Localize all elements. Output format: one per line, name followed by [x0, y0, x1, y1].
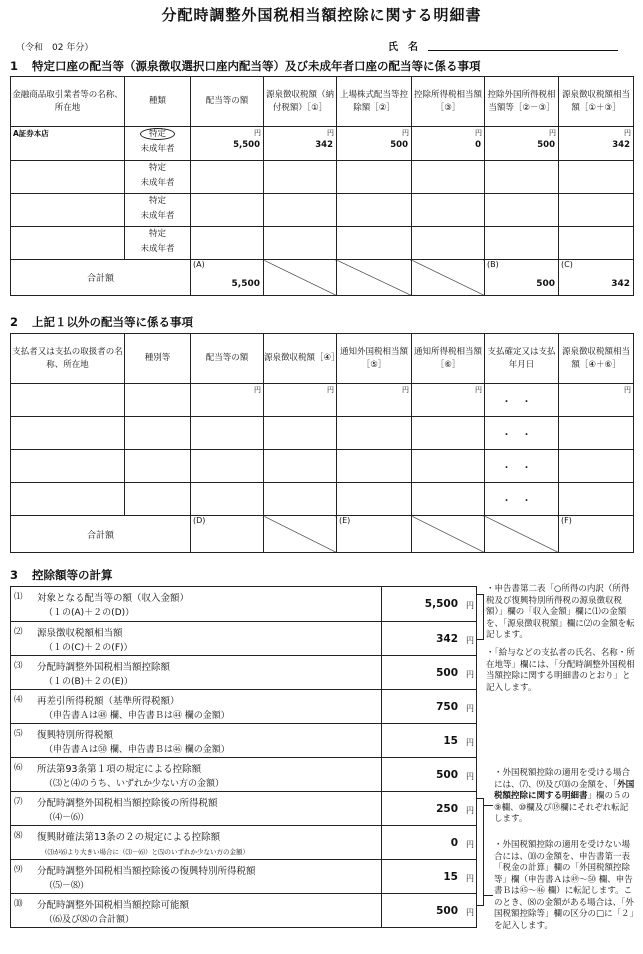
deduct-income-tax-cell[interactable]: [412, 161, 485, 194]
withholding-equiv-cell[interactable]: [559, 161, 634, 194]
deduct-income-tax-cell[interactable]: 円 0: [412, 127, 485, 161]
header-cell: 通知外国税相当額［⑤］: [337, 334, 412, 384]
header-cell: 配当等の額: [191, 334, 264, 384]
amount-field[interactable]: 5,500 円: [381, 587, 478, 621]
foreign-tax-cell[interactable]: [485, 194, 559, 227]
calc-row: ⑼ 分配時調整外国税相当額控除後の復興特別所得税額 （⑸－⑻） 15 円: [11, 859, 476, 893]
total-c[interactable]: (C) 342: [559, 260, 634, 296]
foreign-tax-cell[interactable]: [485, 161, 559, 194]
section2-heading: 2 上記１以外の配当等に係る事項: [10, 315, 193, 329]
firm-name[interactable]: [11, 161, 125, 194]
amount-field[interactable]: 0 円: [381, 826, 478, 859]
table-row: [11, 483, 634, 516]
name-label: 氏名: [388, 42, 428, 53]
dividend-cell[interactable]: [191, 227, 264, 260]
header-cell: 支払者又は支払の取扱者の名称、所在地: [11, 334, 125, 384]
type-cell[interactable]: [125, 417, 191, 450]
amount-field[interactable]: 750 円: [381, 690, 478, 723]
payment-date-cell[interactable]: ・・: [485, 384, 559, 417]
header-cell: 種類: [125, 77, 191, 127]
calc-row: ⑽ 分配時調整外国税相当額控除可能額 （⑹及び⑻の合計額） 500 円: [11, 893, 476, 927]
kind-cell: 特定 未成年者: [125, 227, 191, 260]
calc-row: ⑴ 対象となる配当等の額（収入金額） （１の(A)＋２の(D)） 5,500 円: [11, 587, 476, 621]
withholding-equiv-cell[interactable]: [559, 483, 634, 516]
amount-field[interactable]: 500 円: [381, 894, 478, 927]
withholding-equiv-cell[interactable]: [559, 450, 634, 483]
kind-cell: 特定 未成年者: [125, 161, 191, 194]
disabled-cell: [485, 516, 559, 553]
amount-field[interactable]: 342 円: [381, 622, 478, 655]
dividend-cell[interactable]: [191, 450, 264, 483]
header-cell: 配当等の額: [191, 77, 264, 127]
dividend-cell[interactable]: [191, 417, 264, 450]
header-cell: 源泉徴収税額［④］: [264, 334, 337, 384]
notified-foreign-cell[interactable]: [337, 417, 412, 450]
header-cell: 通知所得税相当額［⑥］: [412, 334, 485, 384]
section1-header-row: [11, 77, 634, 127]
total-label: 合計額: [11, 260, 191, 296]
table-row: [11, 127, 634, 161]
name-input-line[interactable]: [428, 50, 618, 51]
foreign-tax-cell[interactable]: [485, 227, 559, 260]
withholding-cell[interactable]: 円 342: [264, 127, 337, 161]
header-cell: 源泉徴収税額相当額［①＋③］: [559, 77, 634, 127]
calc-row: ⑷ 再差引所得税額（基準所得税額） （申告書Ａは㊽ 欄、申告書Ｂは㊹ 欄の金額） 750 円: [11, 689, 476, 723]
table-row: [11, 450, 634, 483]
withholding-cell[interactable]: [264, 417, 337, 450]
dividend-cell[interactable]: 円: [191, 384, 264, 417]
notified-income-cell[interactable]: 円: [412, 384, 485, 417]
type-cell[interactable]: [125, 483, 191, 516]
disabled-cell: [412, 516, 485, 553]
header-cell: 支払確定又は支払年月日: [485, 334, 559, 384]
table-row: [11, 227, 634, 260]
notified-income-cell[interactable]: [412, 450, 485, 483]
calc-row: ⑹ 所法第93条第１項の規定による控除額 （⑶と⑷のうち、いずれか少ない方の金額） 500 円: [11, 757, 476, 791]
tax-year: （令和 02 年分）: [16, 43, 94, 53]
calc-row: ⑻ 復興財確法第13条の２の規定による控除額 （⑶が⑹より大きい場合に（⑶－⑹）と⑸のいずれか少ない方の金額） 0 円: [11, 825, 476, 859]
payment-date-cell[interactable]: ・・: [485, 417, 559, 450]
payment-date-cell[interactable]: ・・: [485, 450, 559, 483]
withholding-equiv-cell[interactable]: [559, 194, 634, 227]
note-1: ・申告書第二表「○所得の内訳（所得税及び復興特別所得税の源泉徴収税額）」欄の「収入金額」欄に⑴の金額を、「源泉徴収税額」欄に⑵の金額を転記します。: [486, 584, 635, 640]
note-4: ・外国税額控除の適用を受けない場合には、⑽の金額を、申告書第一表「税金の計算」欄の「外国税額控除等」欄（申告書Ａは㊾～㊿ 欄、申告書Ｂは㊺～㊻ 欄）に転記します。このとき、⑻の金額がある場合は、「外国税額控除等」欄の区分の□に「２」を記入します。: [494, 840, 634, 931]
dividend-cell[interactable]: 円 5,500: [191, 127, 264, 161]
total-row: [11, 260, 634, 296]
header-cell: 源泉徴収税額相当額［④＋⑥］: [559, 334, 634, 384]
note-2: ・「給与などの支払者の氏名、名称・所在地等」欄には、「分配時調整外国税相当額控除に関する明細書のとおり」と記入します。: [486, 648, 635, 693]
amount-field[interactable]: 250 円: [381, 792, 478, 825]
listed-deduction-cell[interactable]: [337, 161, 412, 194]
disabled-cell: [264, 260, 337, 296]
kind-selected[interactable]: 特定: [140, 128, 175, 140]
arrow-connector: [483, 805, 493, 806]
calc-row: ⑶ 分配時調整外国税相当額控除額 （１の(B)＋２の(E)） 500 円: [11, 655, 476, 689]
kind-cell: 特定 未成年者: [125, 194, 191, 227]
withholding-cell[interactable]: 円: [264, 384, 337, 417]
firm-name[interactable]: [11, 194, 125, 227]
calc-row: ⑺ 分配時調整外国税相当額控除後の所得税額 （⑷－⑹） 250 円: [11, 791, 476, 825]
calc-row: ⑵ 源泉徴収税額相当額 （１の(C)＋２の(F)） 342 円: [11, 621, 476, 655]
section2-header-row: [11, 334, 634, 384]
header-cell: 源泉徴収税額（納付税額）［①］: [264, 77, 337, 127]
foreign-tax-cell[interactable]: 円 500: [485, 127, 559, 161]
listed-deduction-cell[interactable]: [337, 227, 412, 260]
firm-name[interactable]: A証券本店: [11, 127, 125, 161]
withholding-equiv-cell[interactable]: [559, 417, 634, 450]
withholding-equiv-cell[interactable]: 円: [559, 384, 634, 417]
header-cell: 控除所得税相当額［③］: [412, 77, 485, 127]
header-cell: 上場株式配当等控除額［②］: [337, 77, 412, 127]
firm-name[interactable]: [11, 227, 125, 260]
calc-row: ⑸ 復興特別所得税額 （申告書Ａは㊿ 欄、申告書Ｂは㊻ 欄の金額） 15 円: [11, 723, 476, 757]
table-row: [11, 384, 634, 417]
withholding-cell[interactable]: [264, 227, 337, 260]
payer-name[interactable]: [11, 450, 125, 483]
listed-deduction-cell[interactable]: 円 500: [337, 127, 412, 161]
total-f[interactable]: (F): [559, 516, 634, 553]
header-cell: 金融商品取引業者等の名称、所在地: [11, 77, 125, 127]
notified-foreign-cell[interactable]: [337, 483, 412, 516]
bracket-rows-1-2: [477, 594, 484, 640]
section3-calc-table: [10, 586, 477, 928]
dividend-cell[interactable]: [191, 483, 264, 516]
amount-field[interactable]: 15 円: [381, 724, 478, 757]
total-e[interactable]: (E): [337, 516, 412, 553]
dividend-cell[interactable]: [191, 161, 264, 194]
dividend-cell[interactable]: [191, 194, 264, 227]
total-b[interactable]: (B) 500: [485, 260, 559, 296]
deduct-income-tax-cell[interactable]: [412, 194, 485, 227]
section1-table: [10, 76, 634, 296]
section2-table: [10, 333, 634, 553]
amount-field[interactable]: 15 円: [381, 860, 478, 893]
arrow-connector: [483, 895, 493, 896]
notified-income-cell[interactable]: [412, 417, 485, 450]
table-row: [11, 194, 634, 227]
disabled-cell: [412, 260, 485, 296]
total-a[interactable]: (A) 5,500: [191, 260, 264, 296]
kind-cell: 特定 未成年者: [125, 127, 191, 161]
section3-heading: 3 控除額等の計算: [10, 568, 113, 582]
withholding-cell[interactable]: [264, 483, 337, 516]
withholding-cell[interactable]: [264, 161, 337, 194]
type-cell[interactable]: [125, 384, 191, 417]
note-3: ・外国税額控除の適用を受ける場合には、⑺、⑼及び⑽の金額を、「外国税額控除に関する明細書」欄の５の⑨欄、⑩欄及び⑲欄にそれぞれ転記します。: [494, 768, 635, 824]
amount-field[interactable]: 500 円: [381, 758, 478, 791]
withholding-equiv-cell[interactable]: [559, 227, 634, 260]
total-d[interactable]: (D): [191, 516, 264, 553]
header-cell: 控除外国所得税相当額等［②－③］: [485, 77, 559, 127]
withholding-cell[interactable]: [264, 194, 337, 227]
type-cell[interactable]: [125, 450, 191, 483]
payment-date-cell[interactable]: ・・: [485, 483, 559, 516]
total-label: 合計額: [11, 516, 191, 553]
table-row: [11, 417, 634, 450]
listed-deduction-cell[interactable]: [337, 194, 412, 227]
notified-foreign-cell[interactable]: 円: [337, 384, 412, 417]
total-row: [11, 516, 634, 553]
disabled-cell: [337, 260, 412, 296]
page-title: 分配時調整外国税相当額控除に関する明細書: [161, 6, 482, 24]
deduct-income-tax-cell[interactable]: [412, 227, 485, 260]
payer-name[interactable]: [11, 417, 125, 450]
amount-field[interactable]: 500 円: [381, 656, 478, 689]
section1-heading: 1 特定口座の配当等（源泉徴収選択口座内配当等）及び未成年者口座の配当等に係る事項: [10, 59, 481, 73]
table-row: [11, 161, 634, 194]
payer-name[interactable]: [11, 483, 125, 516]
withholding-cell[interactable]: [264, 450, 337, 483]
payer-name[interactable]: [11, 384, 125, 417]
notified-foreign-cell[interactable]: [337, 450, 412, 483]
header-cell: 種別等: [125, 334, 191, 384]
bracket-rows-7-10: [477, 798, 484, 906]
notified-income-cell[interactable]: [412, 483, 485, 516]
withholding-equiv-cell[interactable]: 円 342: [559, 127, 634, 161]
disabled-cell: [264, 516, 337, 553]
